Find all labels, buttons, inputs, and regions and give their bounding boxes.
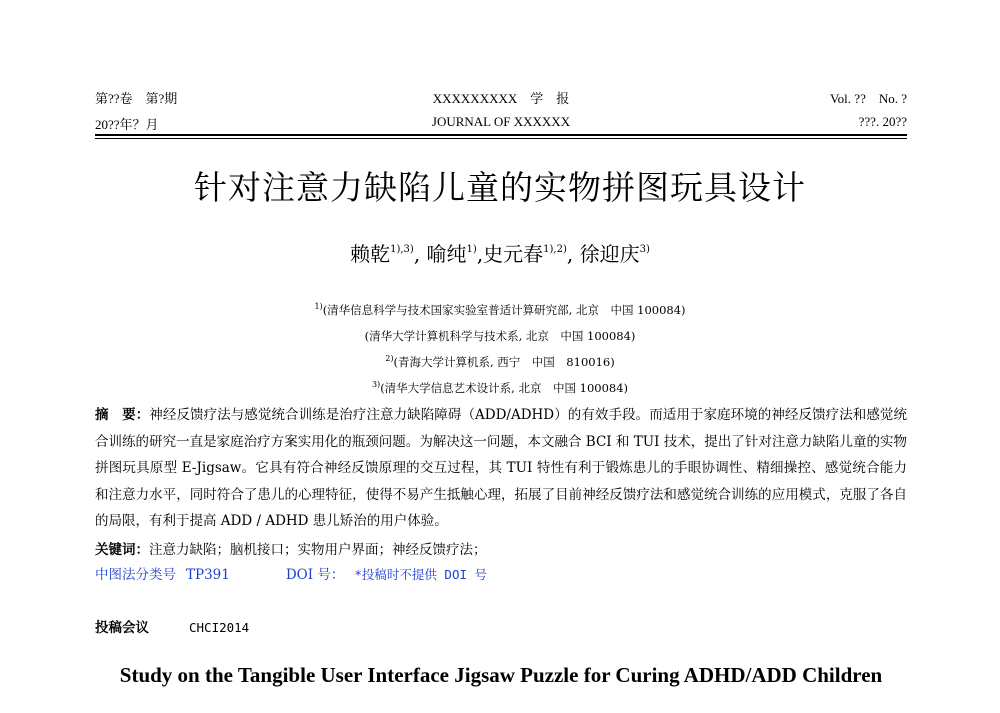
author-name: 赖乾 bbox=[350, 242, 391, 266]
doi-value: *投稿时不提供 DOI 号 bbox=[354, 567, 488, 582]
affiliation-text: (清华信息科学与技术国家实验室普适计算研究部, 北京 中国 100084) bbox=[322, 303, 686, 317]
classification-code: TP391 bbox=[186, 567, 230, 583]
header-rule-thin bbox=[95, 138, 907, 139]
journal-name-cn: XXXXXXXXX 学 报 bbox=[432, 91, 570, 106]
paper-title-cn: 针对注意力缺陷儿童的实物拼图玩具设计 bbox=[194, 168, 806, 207]
author bbox=[580, 242, 650, 266]
affiliation-mark: 3) bbox=[371, 380, 381, 389]
affiliation-line bbox=[0, 302, 1000, 318]
header-rule-thick bbox=[95, 134, 907, 136]
author-affiliation-mark: 1) bbox=[466, 244, 477, 255]
author: 喻纯$^{1)}$, bbox=[426, 242, 484, 266]
date-cn: 20??年？月 bbox=[95, 117, 159, 132]
paper-title-en: Study on the Tangible User Interface Jigsaw Puzzle for Curing ADHD/ADD Children bbox=[119, 663, 883, 687]
affiliation-line bbox=[0, 328, 1000, 344]
volume-number-en: Vol. ?? No. ? bbox=[829, 91, 907, 106]
author-name: 徐迎庆 bbox=[579, 242, 640, 266]
doi-label: DOI 号： bbox=[285, 567, 345, 583]
abstract-label: 摘 要： bbox=[95, 407, 150, 423]
conference-line bbox=[95, 616, 249, 636]
volume-issue: 第??卷 第?期 bbox=[95, 91, 178, 106]
date-en: ???. 20?? bbox=[858, 114, 907, 129]
affiliation-text: (青海大学计算机系, 西宁 中国 810016) bbox=[393, 355, 615, 369]
affiliation-line bbox=[0, 380, 1000, 396]
classification-label: 中图法分类号 bbox=[95, 567, 176, 583]
author-name: 喻纯 bbox=[426, 242, 467, 266]
classification-line bbox=[95, 563, 487, 583]
journal-name-en: JOURNAL OF XXXXXX bbox=[431, 114, 571, 129]
affiliation-mark: 1) bbox=[314, 302, 323, 311]
keywords-text: 注意力缺陷；脑机接口；实物用户界面；神经反馈疗法； bbox=[149, 542, 487, 558]
conference-label: 投稿会议 bbox=[95, 620, 149, 636]
author: 史元春$^{1),2)}$, bbox=[483, 242, 574, 266]
abstract-text: 神经反馈疗法与感觉统合训练是治疗注意力缺陷障碍（ADD/ADHD）的有效手段。而适用于家庭环境的神经反馈疗法和感觉统合训练的研究一直是家庭治疗方案实用化的瓶颈问题。为解决这一问题，本文融合 BCI 和 TUI 技术，提出了针对注意力缺陷儿童的实物拼图玩具原型 E-Jigsaw。它具有符合神经反馈原理的交互过程，其 TUI 特性有利于锻炼患儿的手眼协调性、精细操控、感觉统合能力和注意力水平，同时符合了患儿的心理特征，使得不易产生抵触心理，拓展了目前神经反馈疗法和感觉统合训练的应用模式，克服了各自的局限，有利于提高 ADD / ADHD 患儿矫治的用户体验。 bbox=[95, 407, 907, 529]
author-affiliation-mark: 1),3) bbox=[390, 244, 414, 255]
author-affiliation-mark: 3) bbox=[639, 244, 650, 255]
author: 赖乾$^{1),3)}$, bbox=[350, 242, 421, 266]
author-name: 史元春 bbox=[483, 242, 544, 266]
author-affiliation-mark: 1),2) bbox=[543, 244, 567, 255]
affiliation-mark: 2) bbox=[385, 354, 394, 363]
author-list bbox=[0, 238, 1000, 267]
keywords bbox=[95, 538, 487, 558]
keywords-label: 关键词： bbox=[95, 542, 149, 558]
affiliation-text: (清华大学计算机科学与技术系, 北京 中国 100084) bbox=[364, 329, 636, 343]
affiliation-line bbox=[0, 354, 1000, 370]
abstract bbox=[95, 402, 907, 535]
conference-value: CHCI2014 bbox=[189, 620, 250, 635]
affiliation-text: (清华大学信息艺术设计系, 北京 中国 100084) bbox=[380, 381, 629, 395]
